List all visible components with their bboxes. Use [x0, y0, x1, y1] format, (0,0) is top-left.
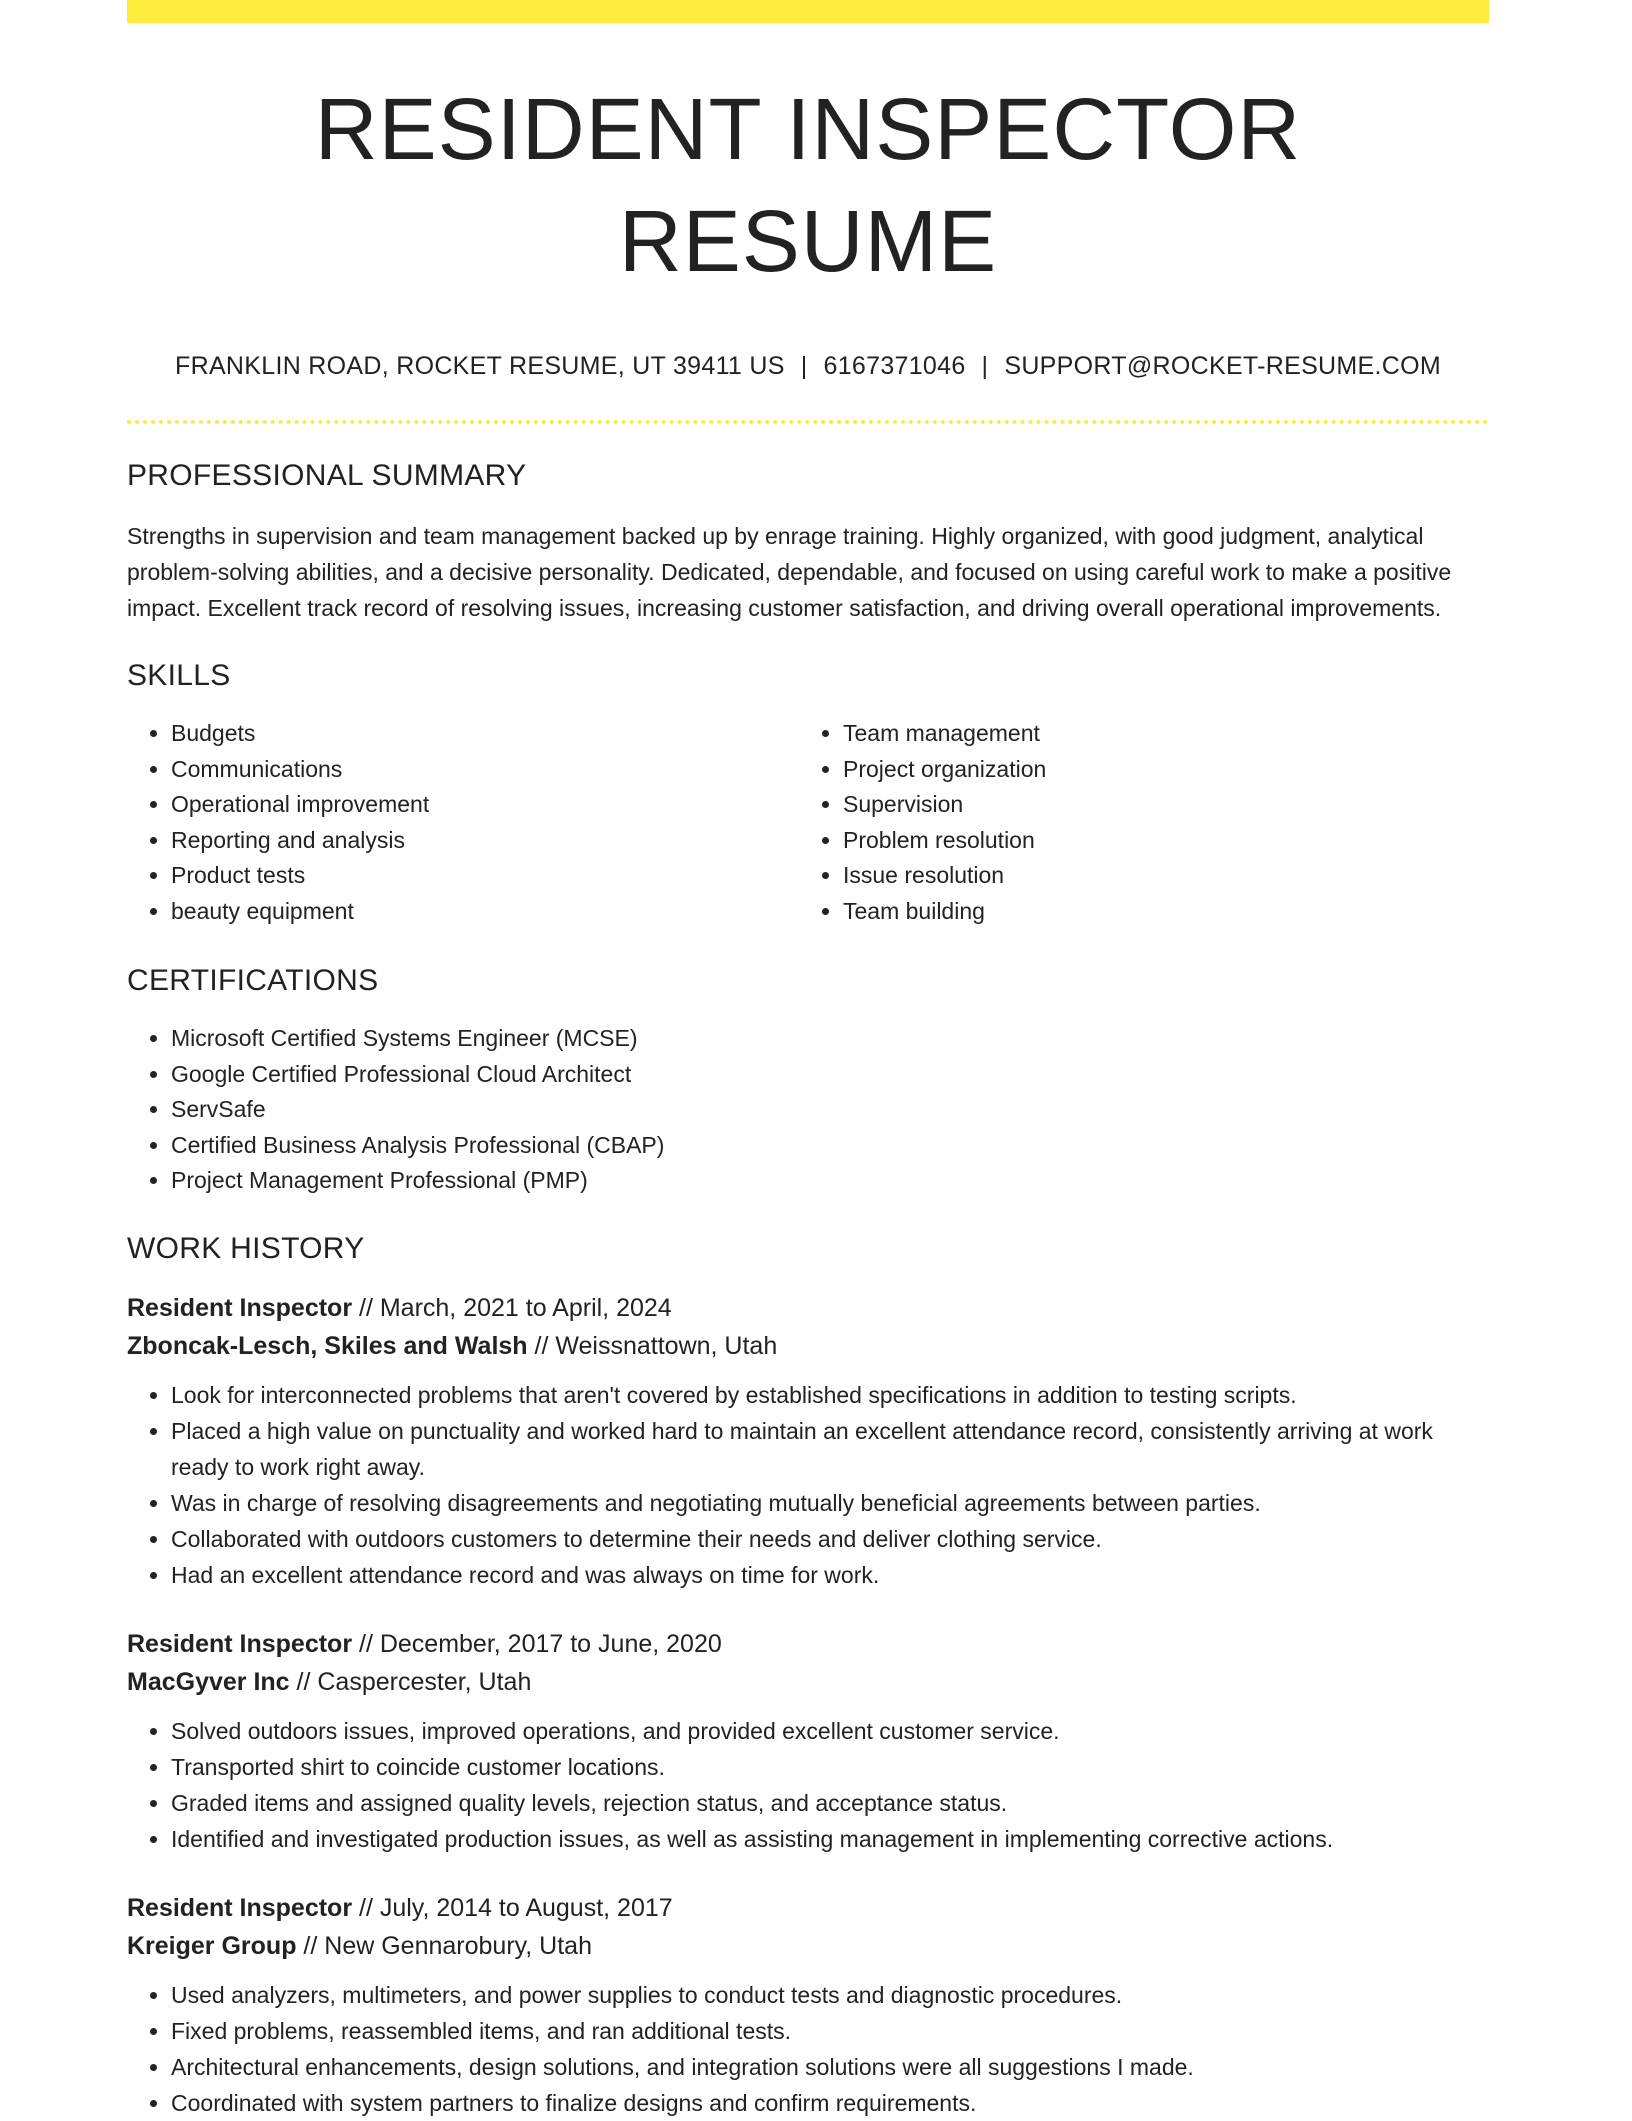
job-bullets [127, 1377, 1489, 1593]
job-bullet: • Architectural enhancements, design solutions, and integration solutions were all suggestions I made. [171, 2049, 1489, 2085]
resume-title: RESIDENT INSPECTOR RESUME [314, 81, 1302, 290]
certifications-heading: CERTIFICATIONS [127, 964, 379, 997]
job-location: // Caspercester, Utah [289, 1667, 532, 1696]
job-bullet: • Look for interconnected problems that aren't covered by established specifications in addition to testing scripts. [171, 1377, 1489, 1413]
job-bullet: • Transported shirt to coincide customer locations. [171, 1749, 1489, 1785]
skill-item: • Issue resolution [843, 858, 1471, 894]
job-bullet: • Had an excellent attendance record and was always on time for work. [171, 1557, 1489, 1593]
job-company: Kreiger Group [127, 1931, 297, 1960]
skill-item: • Reporting and analysis [171, 823, 799, 859]
summary-text: Strengths in supervision and team management backed up by enrage training. Highly organized, with good judgment, analytical problem-solving abilities, and a decisive personality. Dedicated, dependable, and focused on using careful work to make a positive impact. Excellent track record of resolving issues, increasing customer satisfaction, and driving overall operational improvements. [127, 523, 1452, 621]
summary-heading: PROFESSIONAL SUMMARY [127, 459, 527, 492]
job-title-line [127, 1889, 1489, 1927]
job-bullets [127, 1977, 1489, 2121]
contact-address: FRANKLIN ROAD, ROCKET RESUME, UT 39411 US [175, 352, 785, 380]
certification-item: • ServSafe [171, 1092, 1489, 1128]
skills-list-left [127, 716, 799, 929]
contact-separator: | [981, 352, 989, 380]
skills-column-left [127, 716, 799, 929]
job-dates: // July, 2014 to August, 2017 [352, 1893, 673, 1922]
job-entry [127, 1889, 1489, 2121]
job-bullet: • Graded items and assigned quality levels, rejection status, and acceptance status. [171, 1785, 1489, 1821]
skills-heading: SKILLS [127, 659, 231, 692]
job-bullet: • Placed a high value on punctuality and worked hard to maintain an excellent attendance record, consistently arriving at work ready to work right away. [171, 1413, 1489, 1485]
skill-item: • Supervision [843, 787, 1471, 823]
job-location: // Weissnattown, Utah [527, 1331, 778, 1360]
certification-item: • Microsoft Certified Systems Engineer (MCSE) [171, 1021, 1489, 1057]
skill-item: • Team management [843, 716, 1471, 752]
skill-item: • Product tests [171, 858, 799, 894]
skill-item: • Problem resolution [843, 823, 1471, 859]
skills-column-right [799, 716, 1471, 929]
job-company-line [127, 1327, 1489, 1365]
contact-phone: 6167371046 [823, 352, 966, 380]
job-company-line [127, 1663, 1489, 1701]
work-history-heading: WORK HISTORY [127, 1231, 365, 1265]
job-title: Resident Inspector [127, 1629, 353, 1658]
skill-item: • beauty equipment [171, 894, 799, 930]
skills-list-right [799, 716, 1471, 929]
dotted-divider [127, 420, 1489, 424]
job-bullet: • Collaborated with outdoors customers to determine their needs and deliver clothing service. [171, 1521, 1489, 1557]
job-company-line [127, 1927, 1489, 1965]
job-bullet: • Coordinated with system partners to finalize designs and confirm requirements. [171, 2085, 1489, 2121]
job-bullet: • Solved outdoors issues, improved operations, and provided excellent customer service. [171, 1713, 1489, 1749]
job-title-line [127, 1289, 1489, 1327]
contact-email: SUPPORT@ROCKET-RESUME.COM [1004, 352, 1441, 380]
contact-line [127, 350, 1489, 382]
job-company: MacGyver Inc [127, 1667, 290, 1696]
job-company: Zboncak-Lesch, Skiles and Walsh [127, 1331, 528, 1360]
skill-item: • Communications [171, 752, 799, 788]
job-location: // New Gennarobury, Utah [296, 1931, 592, 1960]
skills-grid [127, 716, 1489, 929]
skill-item: • Operational improvement [171, 787, 799, 823]
job-bullet: • Identified and investigated production issues, as well as assisting management in implementing corrective actions. [171, 1821, 1489, 1857]
job-bullet: • Was in charge of resolving disagreements and negotiating mutually beneficial agreements between parties. [171, 1485, 1489, 1521]
job-title-line [127, 1625, 1489, 1663]
certification-item: • Google Certified Professional Cloud Architect [171, 1057, 1489, 1093]
certification-item: • Certified Business Analysis Professional (CBAP) [171, 1128, 1489, 1164]
job-bullets [127, 1713, 1489, 1857]
certification-item: • Project Management Professional (PMP) [171, 1163, 1489, 1199]
job-bullet: • Used analyzers, multimeters, and power supplies to conduct tests and diagnostic procedures. [171, 1977, 1489, 2013]
job-title: Resident Inspector [127, 1293, 353, 1322]
job-entry [127, 1625, 1489, 1857]
skill-item: • Team building [843, 894, 1471, 930]
job-bullet: • Fixed problems, reassembled items, and ran additional tests. [171, 2013, 1489, 2049]
certifications-list [127, 1021, 1489, 1199]
resume-content [127, 0, 1489, 2121]
job-dates: // December, 2017 to June, 2020 [352, 1629, 722, 1658]
contact-separator: | [800, 352, 808, 380]
job-dates: // March, 2021 to April, 2024 [352, 1293, 672, 1322]
job-title: Resident Inspector [127, 1893, 353, 1922]
job-entry [127, 1289, 1489, 1593]
skill-item: • Project organization [843, 752, 1471, 788]
skill-item: • Budgets [171, 716, 799, 752]
